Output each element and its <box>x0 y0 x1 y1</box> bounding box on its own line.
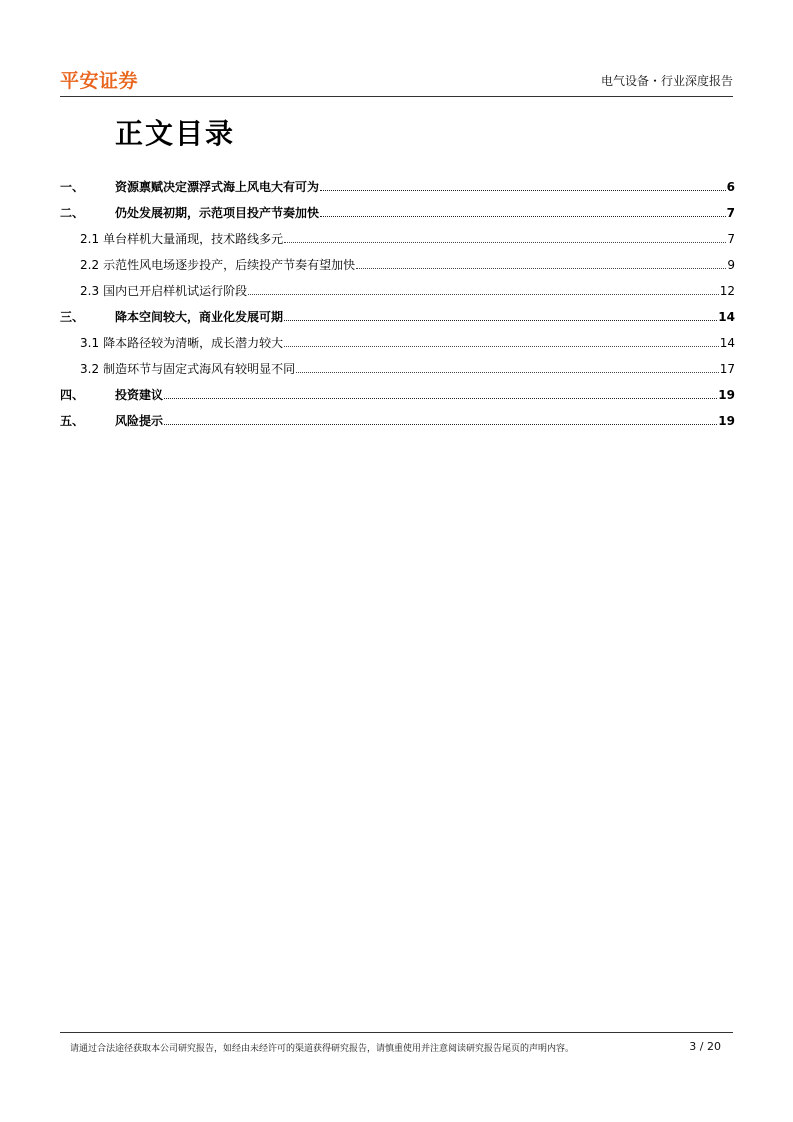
toc-entry-title: 仍处发展初期，示范项目投产节奏加快 <box>115 206 320 220</box>
toc-entry[interactable] <box>60 376 735 402</box>
toc-entry-page: 19 <box>718 414 735 428</box>
toc-dot-leader <box>356 268 726 269</box>
toc-entry-number: 2.2 <box>80 258 100 272</box>
toc-entry-title: 降本路径较为清晰，成长潜力较大 <box>103 336 284 350</box>
toc-entry-title: 降本空间较大，商业化发展可期 <box>115 310 284 324</box>
toc-entry[interactable] <box>60 194 735 220</box>
toc-entry[interactable] <box>60 168 735 194</box>
toc-dot-leader <box>284 242 726 243</box>
toc-entry[interactable] <box>60 324 735 350</box>
toc-entry-number: 3.2 <box>80 362 100 376</box>
toc-entry-title: 制造环节与固定式海风有较明显不同 <box>103 362 296 376</box>
toc-entry-title: 国内已开启样机试运行阶段 <box>103 284 248 298</box>
header-divider <box>60 96 733 97</box>
toc-entry-number: 3.1 <box>80 336 100 350</box>
toc-entry-number: 一、 <box>60 180 85 194</box>
toc-entry-number: 五、 <box>60 414 85 428</box>
toc-entry[interactable] <box>60 350 735 376</box>
toc-entry-page: 12 <box>719 284 735 298</box>
toc-dot-leader <box>296 372 719 373</box>
toc-dot-leader <box>320 216 726 217</box>
toc-entry-number: 2.1 <box>80 232 100 246</box>
toc-entry[interactable] <box>60 220 735 246</box>
page-indicator: 3 / 20 <box>689 1040 721 1053</box>
toc-dot-leader <box>164 424 717 425</box>
toc-entry-title: 示范性风电场逐步投产，后续投产节奏有望加快 <box>103 258 356 272</box>
toc-entry-page: 6 <box>726 180 735 194</box>
company-logo: 平安证券 <box>60 70 139 92</box>
toc-entry-page: 14 <box>719 336 735 350</box>
toc-entry-number: 四、 <box>60 388 85 402</box>
toc-entry-title: 风险提示 <box>115 414 164 428</box>
toc-entry-title: 投资建议 <box>115 388 164 402</box>
toc-dot-leader <box>248 294 719 295</box>
toc-entry[interactable] <box>60 402 735 428</box>
toc-entry[interactable] <box>60 246 735 272</box>
footer-disclaimer: 请通过合法途径获取本公司研究报告，如经由未经许可的渠道获得研究报告，请慎重使用并注意阅读研究报告尾页的声明内容。 <box>70 1044 575 1054</box>
toc-entry-page: 17 <box>719 362 735 376</box>
toc-entry-title: 单台样机大量涌现，技术路线多元 <box>103 232 284 246</box>
report-category: 电气设备・行业深度报告 <box>600 74 733 88</box>
toc-dot-leader <box>164 398 717 399</box>
toc-heading: 正文目录 <box>115 117 236 150</box>
toc-entry-number: 二、 <box>60 206 85 220</box>
toc-entry[interactable] <box>60 272 735 298</box>
toc-entry-number: 三、 <box>60 310 85 324</box>
toc-dot-leader <box>320 190 726 191</box>
toc-entry-page: 9 <box>727 258 735 272</box>
toc-dot-leader <box>284 346 719 347</box>
toc-entry-title: 资源禀赋决定漂浮式海上风电大有可为 <box>115 180 320 194</box>
table-of-contents <box>60 168 735 428</box>
toc-entry-page: 7 <box>727 232 735 246</box>
toc-entry-page: 14 <box>718 310 735 324</box>
footer-divider <box>60 1032 733 1033</box>
toc-entry-page: 19 <box>718 388 735 402</box>
toc-entry-number: 2.3 <box>80 284 100 298</box>
toc-entry[interactable] <box>60 298 735 324</box>
toc-dot-leader <box>284 320 717 321</box>
toc-entry-page: 7 <box>726 206 735 220</box>
